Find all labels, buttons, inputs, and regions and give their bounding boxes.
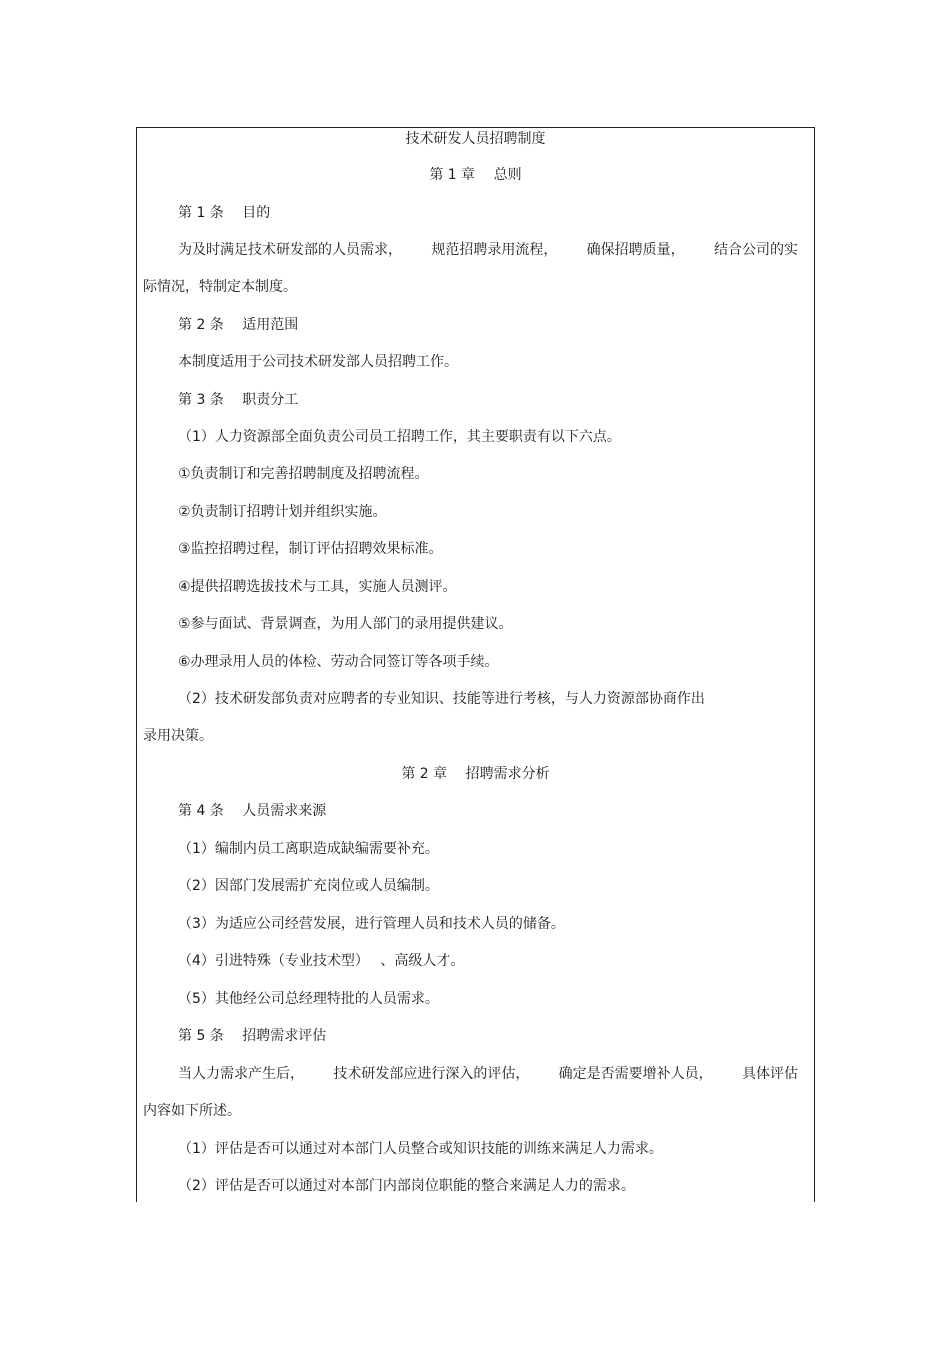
duty-item-2: ②负责制订招聘计划并组织实施。	[178, 504, 387, 520]
text-segment: 确保招聘质量，	[586, 242, 685, 258]
duty-item-1: ①负责制订和完善招聘制度及招聘流程。	[178, 466, 429, 482]
article-3-heading: 第 3 条 职责分工	[178, 392, 299, 408]
text-segment: 规范招聘录用流程，	[431, 242, 558, 258]
source-item-2: （2）因部门发展需扩充岗位或人员编制。	[178, 878, 439, 894]
article-5-heading: 第 5 条 招聘需求评估	[178, 1028, 327, 1044]
article-3-item-2-cont: 录用决策。	[143, 728, 213, 744]
chapter-1-heading: 第 1 章 总则	[429, 167, 522, 183]
article-1-paragraph-line-1	[178, 241, 798, 259]
article-1-paragraph-line-2: 际情况，特制定本制度。	[143, 279, 297, 295]
article-5-paragraph-line-1	[178, 1065, 798, 1083]
article-4-heading: 第 4 条 人员需求来源	[178, 803, 327, 819]
article-3-item-2: （2）技术研发部负责对应聘者的专业知识、技能等进行考核，与人力资源部协商作出	[178, 691, 705, 707]
article-2-paragraph: 本制度适用于公司技术研发部人员招聘工作。	[178, 354, 458, 370]
duty-item-4: ④提供招聘选拔技术与工具，实施人员测评。	[178, 579, 457, 595]
article-3-item-1: （1）人力资源部全面负责公司员工招聘工作，其主要职责有以下六点。	[178, 429, 621, 445]
chapter-2-heading: 第 2 章 招聘需求分析	[401, 766, 550, 782]
text-segment: 结合公司的实	[713, 242, 798, 258]
duty-item-3: ③监控招聘过程，制订评估招聘效果标准。	[178, 541, 443, 557]
article-1-heading: 第 1 条 目的	[178, 205, 271, 221]
text-segment: 具体评估	[741, 1066, 798, 1082]
article-2-heading: 第 2 条 适用范围	[178, 317, 299, 333]
source-item-3: （3）为适应公司经营发展，进行管理人员和技术人员的储备。	[178, 916, 565, 932]
source-item-5: （5）其他经公司总经理特批的人员需求。	[178, 991, 439, 1007]
text-segment: 为及时满足技术研发部的人员需求，	[178, 242, 402, 258]
source-item-4: （4）引进特殊（专业技术型） 、高级人才。	[178, 953, 465, 969]
duty-item-5: ⑤参与面试、背景调查，为用人部门的录用提供建议。	[178, 616, 513, 632]
article-5-paragraph-line-2: 内容如下所述。	[143, 1103, 241, 1119]
text-segment: 确定是否需要增补人员，	[558, 1066, 713, 1082]
evaluation-item-2: （2）评估是否可以通过对本部门内部岗位职能的整合来满足人力的需求。	[178, 1178, 635, 1194]
document-title: 技术研发人员招聘制度	[405, 131, 546, 147]
text-segment: 当人力需求产生后，	[178, 1066, 304, 1082]
evaluation-item-1: （1）评估是否可以通过对本部门人员整合或知识技能的训练来满足人力需求。	[178, 1141, 663, 1157]
source-item-1: （1）编制内员工离职造成缺编需要补充。	[178, 841, 439, 857]
duty-item-6: ⑥办理录用人员的体检、劳动合同签订等各项手续。	[178, 654, 499, 670]
text-segment: 技术研发部应进行深入的评估，	[333, 1066, 530, 1082]
